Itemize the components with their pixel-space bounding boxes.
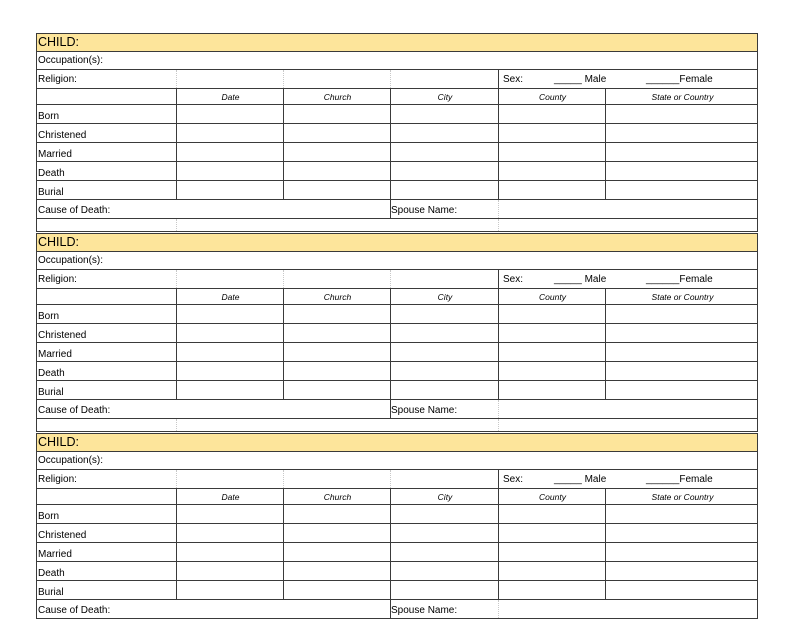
event-row[interactable]: [36, 305, 758, 324]
cell-divider: [176, 124, 177, 142]
event-label: Death: [38, 568, 65, 579]
event-row[interactable]: [36, 524, 758, 543]
cell-divider: [390, 343, 391, 361]
cell-divider: [176, 143, 177, 161]
cell-divider: [283, 543, 284, 561]
cell-divider: [605, 362, 606, 380]
cell-divider: [283, 324, 284, 342]
cell-divider: [605, 181, 606, 199]
occupation-row[interactable]: [36, 251, 758, 270]
event-row[interactable]: [36, 362, 758, 381]
cell-divider: [390, 324, 391, 342]
cause-of-death-label: Cause of Death:: [38, 205, 111, 216]
event-label: Christened: [38, 130, 87, 141]
event-label: Born: [38, 111, 60, 122]
child-title: CHILD:: [38, 35, 79, 49]
occupation-label: Occupation(s):: [38, 55, 104, 66]
column-header: Date: [221, 92, 240, 102]
column-header: State or Country: [651, 292, 714, 302]
cell-divider: [498, 543, 499, 561]
event-label: Born: [38, 311, 60, 322]
cell-divider: [176, 324, 177, 342]
cause-spouse-row[interactable]: [36, 400, 758, 419]
cell-divider: [605, 562, 606, 580]
event-label: Death: [38, 168, 65, 179]
cell-divider: [498, 143, 499, 161]
religion-row[interactable]: [36, 270, 758, 289]
cell-divider: [498, 505, 499, 523]
column-header: City: [437, 292, 453, 302]
sex-label: Sex:: [503, 74, 524, 85]
religion-row[interactable]: [36, 470, 758, 489]
cell-divider: [390, 305, 391, 323]
religion-label: Religion:: [38, 274, 77, 285]
child-header: [36, 233, 758, 252]
cell-divider: [283, 105, 284, 123]
cell-divider: [605, 343, 606, 361]
cell-divider: [176, 581, 177, 599]
cell-divider: [283, 581, 284, 599]
column-header: Church: [323, 92, 352, 102]
column-header-row: [36, 489, 758, 505]
occupation-label: Occupation(s):: [38, 455, 104, 466]
cell-divider: [498, 362, 499, 380]
cell-divider: [176, 362, 177, 380]
sex-divider: [498, 70, 499, 88]
cell-divider: [390, 505, 391, 523]
event-row[interactable]: [36, 162, 758, 181]
cell-divider: [283, 505, 284, 523]
sex-divider: [498, 470, 499, 488]
dotted-divider: [498, 419, 499, 431]
cell-divider: [390, 581, 391, 599]
cell-divider: [605, 105, 606, 123]
cell-divider: [176, 505, 177, 523]
cell-divider: [283, 562, 284, 580]
cell-divider: [283, 124, 284, 142]
child-title: CHILD:: [38, 435, 79, 449]
cell-divider: [605, 505, 606, 523]
event-row[interactable]: [36, 143, 758, 162]
event-row[interactable]: [36, 381, 758, 400]
cell-divider: [176, 181, 177, 199]
column-header: Church: [323, 292, 352, 302]
column-header: County: [539, 292, 566, 302]
column-header: Date: [221, 492, 240, 502]
cell-divider: [176, 543, 177, 561]
male-option[interactable]: _____ Male: [554, 74, 607, 85]
cell-divider: [390, 562, 391, 580]
cell-divider: [176, 343, 177, 361]
cell-divider: [283, 381, 284, 399]
cell-divider: [176, 105, 177, 123]
cell-divider: [498, 105, 499, 123]
cell-divider: [498, 381, 499, 399]
dotted-divider: [498, 219, 499, 231]
event-row[interactable]: [36, 105, 758, 124]
dotted-divider: [498, 600, 499, 618]
cause-of-death-label: Cause of Death:: [38, 605, 111, 616]
religion-row[interactable]: [36, 70, 758, 89]
dotted-divider: [176, 419, 177, 431]
spacer-row: [36, 419, 758, 432]
spouse-name-label: Spouse Name:: [391, 405, 458, 416]
dotted-divider: [283, 270, 284, 288]
dotted-divider: [498, 200, 499, 218]
dotted-divider: [176, 70, 177, 88]
cell-divider: [498, 524, 499, 542]
spacer-row: [36, 219, 758, 232]
spouse-name-label: Spouse Name:: [391, 205, 458, 216]
dotted-divider: [498, 400, 499, 418]
cell-divider: [498, 562, 499, 580]
cell-divider: [283, 343, 284, 361]
cell-divider: [498, 124, 499, 142]
cell-divider: [283, 181, 284, 199]
sex-label: Sex:: [503, 274, 524, 285]
male-option[interactable]: _____ Male: [554, 274, 607, 285]
column-header-row: [36, 89, 758, 105]
cause-spouse-row[interactable]: [36, 200, 758, 219]
cell-divider: [390, 124, 391, 142]
cell-divider: [176, 562, 177, 580]
cell-divider: [390, 362, 391, 380]
cell-divider: [605, 162, 606, 180]
cell-divider: [605, 381, 606, 399]
cell-divider: [605, 581, 606, 599]
cell-divider: [498, 181, 499, 199]
event-row[interactable]: [36, 543, 758, 562]
cell-divider: [605, 143, 606, 161]
cell-divider: [498, 581, 499, 599]
event-row[interactable]: [36, 581, 758, 600]
cell-divider: [390, 543, 391, 561]
event-label: Born: [38, 511, 60, 522]
column-header: County: [539, 92, 566, 102]
cell-divider: [498, 324, 499, 342]
event-label: Christened: [38, 530, 87, 541]
cell-divider: [176, 305, 177, 323]
event-row[interactable]: [36, 181, 758, 200]
child-header: [36, 33, 758, 52]
cell-divider: [176, 381, 177, 399]
column-header: City: [437, 492, 453, 502]
cell-divider: [283, 524, 284, 542]
cell-divider: [498, 305, 499, 323]
column-header: Date: [221, 292, 240, 302]
cell-divider: [605, 324, 606, 342]
religion-label: Religion:: [38, 474, 77, 485]
cell-divider: [176, 524, 177, 542]
event-label: Married: [38, 349, 72, 360]
event-row[interactable]: [36, 324, 758, 343]
cell-divider: [390, 381, 391, 399]
cell-divider: [390, 162, 391, 180]
sex-label: Sex:: [503, 474, 524, 485]
cell-divider: [390, 181, 391, 199]
dotted-divider: [390, 70, 391, 88]
child-header: [36, 433, 758, 452]
female-option[interactable]: ______Female: [646, 474, 713, 485]
dotted-divider: [283, 470, 284, 488]
spouse-name-label: Spouse Name:: [391, 605, 458, 616]
dotted-divider: [176, 270, 177, 288]
cell-divider: [605, 524, 606, 542]
column-header: Church: [323, 492, 352, 502]
cell-divider: [605, 305, 606, 323]
event-label: Burial: [38, 387, 64, 398]
event-label: Married: [38, 149, 72, 160]
cell-divider: [390, 524, 391, 542]
cell-divider: [176, 162, 177, 180]
cell-divider: [605, 124, 606, 142]
cell-divider: [283, 162, 284, 180]
cell-divider: [390, 143, 391, 161]
cell-divider: [498, 343, 499, 361]
cell-divider: [498, 162, 499, 180]
event-label: Married: [38, 549, 72, 560]
event-label: Christened: [38, 330, 87, 341]
dotted-divider: [176, 219, 177, 231]
cause-spouse-row[interactable]: [36, 600, 758, 619]
event-label: Burial: [38, 587, 64, 598]
cause-of-death-label: Cause of Death:: [38, 405, 111, 416]
dotted-divider: [283, 70, 284, 88]
cell-divider: [283, 143, 284, 161]
column-header: City: [437, 92, 453, 102]
event-row[interactable]: [36, 505, 758, 524]
dotted-divider: [176, 470, 177, 488]
male-option[interactable]: _____ Male: [554, 474, 607, 485]
female-option[interactable]: ______Female: [646, 274, 713, 285]
event-row[interactable]: [36, 562, 758, 581]
occupation-label: Occupation(s):: [38, 255, 104, 266]
event-row[interactable]: [36, 343, 758, 362]
occupation-row[interactable]: [36, 451, 758, 470]
column-header: State or Country: [651, 92, 714, 102]
child-title: CHILD:: [38, 235, 79, 249]
female-option[interactable]: ______Female: [646, 74, 713, 85]
occupation-row[interactable]: [36, 51, 758, 70]
cell-divider: [283, 362, 284, 380]
dotted-divider: [390, 470, 391, 488]
sex-divider: [498, 270, 499, 288]
religion-label: Religion:: [38, 74, 77, 85]
column-header: County: [539, 492, 566, 502]
cell-divider: [390, 105, 391, 123]
column-header-row: [36, 289, 758, 305]
dotted-divider: [390, 270, 391, 288]
event-row[interactable]: [36, 124, 758, 143]
cell-divider: [283, 305, 284, 323]
cell-divider: [605, 543, 606, 561]
event-label: Death: [38, 368, 65, 379]
column-header: State or Country: [651, 492, 714, 502]
event-label: Burial: [38, 187, 64, 198]
